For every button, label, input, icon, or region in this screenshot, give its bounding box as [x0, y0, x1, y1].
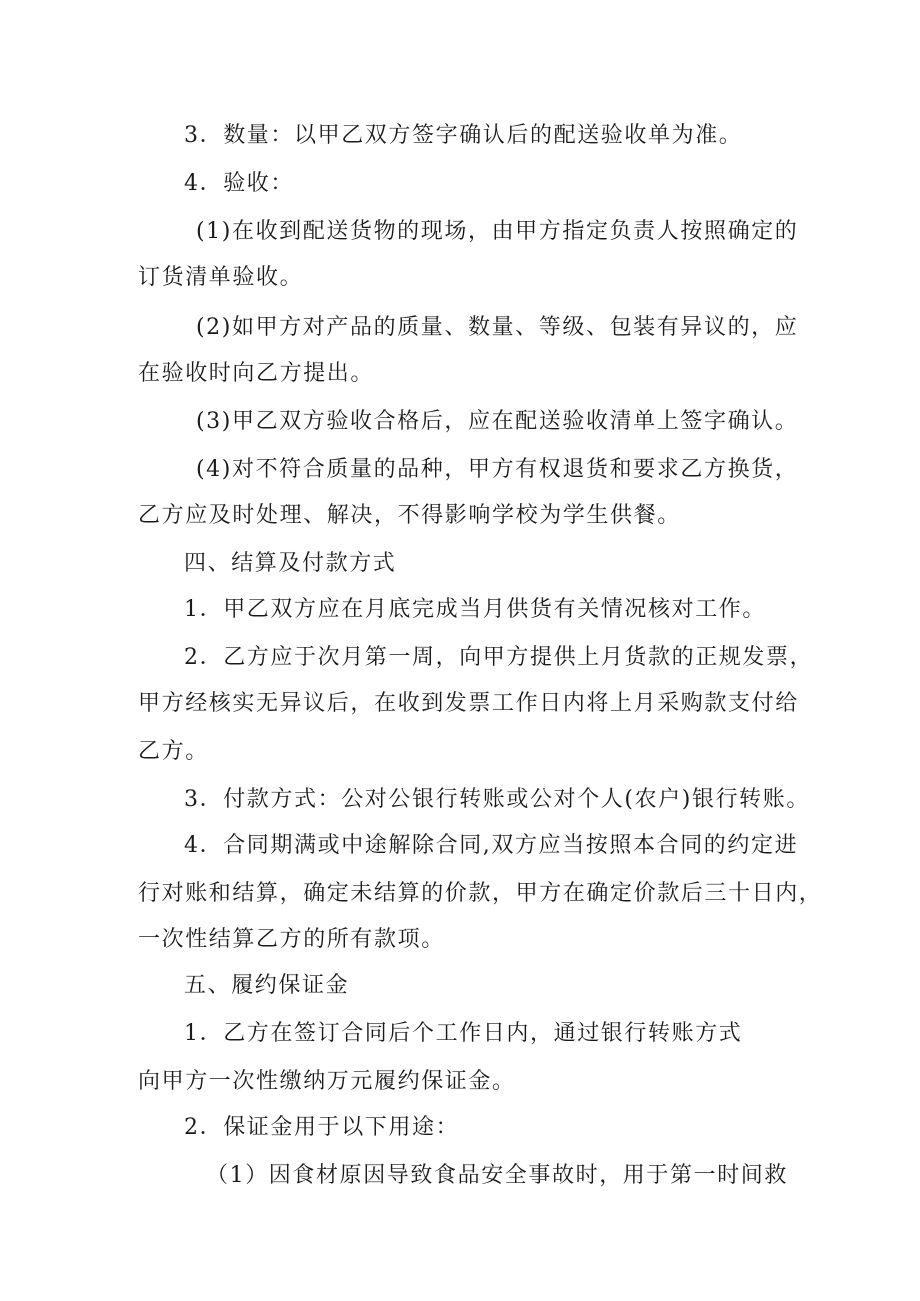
text-line: 3．数量：以甲乙双方签字确认后的配送验收单为准。 [184, 123, 743, 148]
text-line: 在验收时向乙方提出。 [138, 361, 375, 386]
section-heading: 五、履约保证金 [184, 973, 350, 998]
section-heading: 四、结算及付款方式 [184, 551, 397, 576]
text-line: 1．乙方在签订合同后个工作日内，通过银行转账方式 [184, 1021, 743, 1046]
text-line: 1．甲乙双方应在月底完成当月供货有关情况核对工作。 [184, 597, 766, 622]
text-line: （1）因食材原因导致食品安全事故时，用于第一时间救 [206, 1163, 788, 1188]
text-line: 3．付款方式：公对公银行转账或公对个人(农户)银行转账。 [184, 787, 810, 812]
text-line: 向甲方一次性缴纳万元履约保证金。 [138, 1069, 516, 1094]
text-line: 2．乙方应于次月第一周，向甲方提供上月货款的正规发票， [184, 645, 814, 670]
text-line: (2)如甲方对产品的质量、数量、等级、包装有异议的，应 [196, 315, 799, 340]
text-line: 4．验收： [184, 171, 294, 196]
text-line: 一次性结算乙方的所有款项。 [138, 927, 445, 952]
text-line: (4)对不符合质量的品种，甲方有权退货和要求乙方换货， [196, 457, 799, 482]
text-line: 行对账和结算，确定未结算的价款，甲方在确定价款后三十日内， [138, 881, 823, 906]
text-line: 乙方。 [138, 739, 209, 764]
text-line: 甲方经核实无异议后，在收到发票工作日内将上月采购款支付给 [138, 691, 799, 716]
text-line: 乙方应及时处理、解决，不得影响学校为学生供餐。 [138, 503, 681, 528]
text-line: (1)在收到配送货物的现场，由甲方指定负责人按照确定的 [196, 219, 799, 244]
text-line: 4．合同期满或中途解除合同,双方应当按照本合同的约定进 [184, 833, 799, 858]
text-line: 2．保证金用于以下用途： [184, 1115, 460, 1140]
text-line: 订货清单验收。 [138, 265, 304, 290]
text-line: (3)甲乙双方验收合格后，应在配送验收清单上签字确认。 [196, 409, 799, 434]
